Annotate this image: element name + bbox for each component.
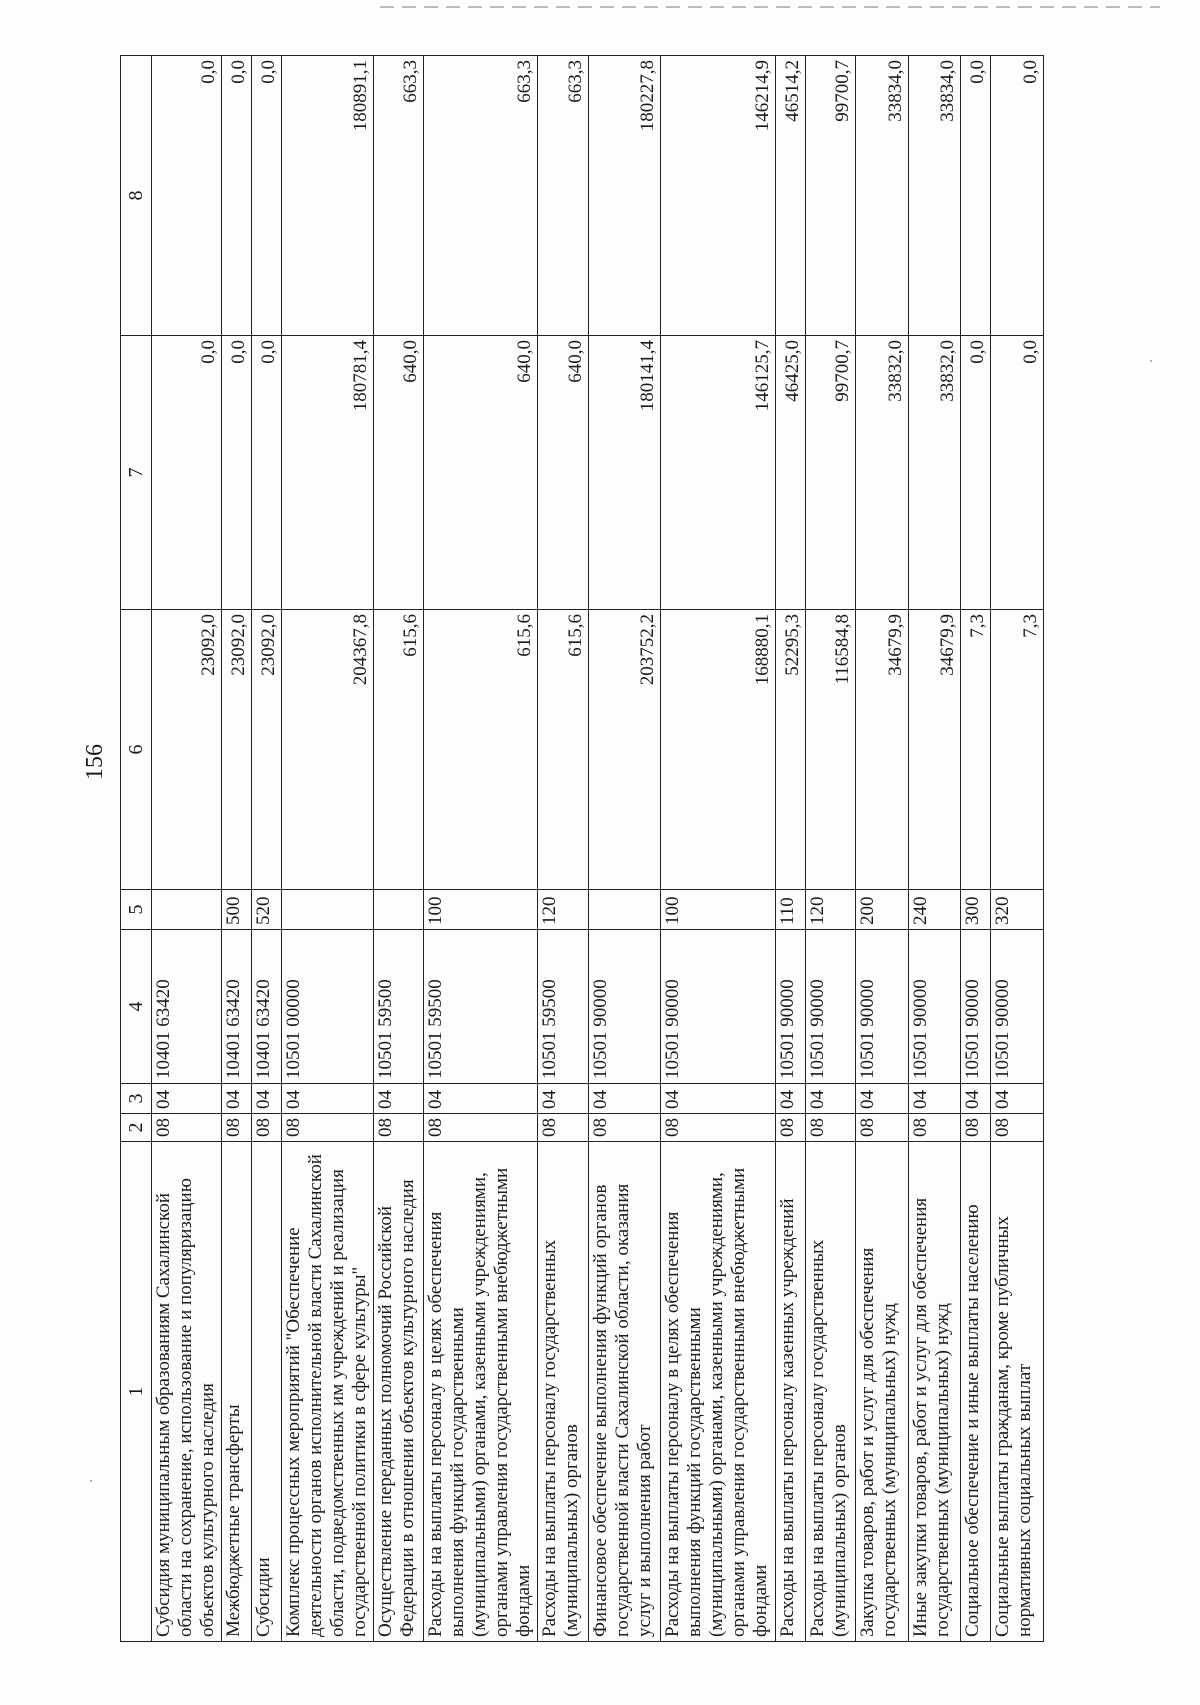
- expense-type-cell: 120: [805, 890, 855, 930]
- amount-year-3-cell: 180891,1: [282, 56, 374, 336]
- target-article-cell: 10501 59500: [373, 930, 423, 1084]
- section-code-cell: 08: [152, 1114, 222, 1142]
- target-article-cell: 10501 90000: [856, 930, 908, 1084]
- amount-year-3-cell: 0,0: [152, 56, 222, 336]
- amount-year-1-cell: 7,3: [991, 610, 1044, 890]
- section-code-cell: 08: [251, 1114, 281, 1142]
- column-header-section: 2: [121, 1114, 152, 1142]
- target-article-cell: 10401 63420: [221, 930, 251, 1084]
- amount-year-2-cell: 0,0: [221, 336, 251, 610]
- table-row: [805, 56, 855, 1642]
- table-row: [221, 56, 251, 1642]
- amount-year-1-cell: 615,6: [424, 610, 538, 890]
- budget-table: [120, 55, 1044, 1642]
- amount-year-1-cell: 168880,1: [661, 610, 775, 890]
- section-code-cell: 08: [373, 1114, 423, 1142]
- target-article-cell: 10501 90000: [991, 930, 1044, 1084]
- section-code-cell: 08: [961, 1114, 991, 1142]
- target-article-cell: 10401 63420: [152, 930, 222, 1084]
- section-code-cell: 08: [221, 1114, 251, 1142]
- scan-speck: [1150, 360, 1152, 362]
- table-row: [538, 56, 588, 1642]
- row-name-cell: Закупка товаров, работ и услуг для обеспечения государственных (муниципальных) нужд: [856, 1142, 908, 1642]
- amount-year-2-cell: 180781,4: [282, 336, 374, 610]
- table-row: [251, 56, 281, 1642]
- amount-year-2-cell: 640,0: [538, 336, 588, 610]
- row-name-cell: Социальные выплаты гражданам, кроме публичных нормативных социальных выплат: [991, 1142, 1044, 1642]
- table-row: [908, 56, 960, 1642]
- subsection-code-cell: 04: [282, 1084, 374, 1114]
- amount-year-3-cell: 663,3: [424, 56, 538, 336]
- amount-year-2-cell: 33832,0: [908, 336, 960, 610]
- amount-year-1-cell: 34679,9: [856, 610, 908, 890]
- row-name-cell: Субсидия муниципальным образованиям Сахалинской области на сохранение, использование и популяризацию объектов культурного наследия: [152, 1142, 222, 1642]
- target-article-cell: 10501 90000: [588, 930, 661, 1084]
- row-name-cell: Расходы на выплаты персоналу в целях обеспечения выполнения функций государственными (муниципальными) органами, казенными учреждениями, органами управления государственными внебюджетными фондами: [661, 1142, 775, 1642]
- section-code-cell: 08: [991, 1114, 1044, 1142]
- amount-year-1-cell: 23092,0: [152, 610, 222, 890]
- amount-year-1-cell: 203752,2: [588, 610, 661, 890]
- amount-year-2-cell: 99700,7: [805, 336, 855, 610]
- row-name-cell: Иные закупки товаров, работ и услуг для обеспечения государственных (муниципальных) нужд: [908, 1142, 960, 1642]
- table-row: [856, 56, 908, 1642]
- section-code-cell: 08: [775, 1114, 805, 1142]
- expense-type-cell: 500: [221, 890, 251, 930]
- target-article-cell: 10501 59500: [424, 930, 538, 1084]
- amount-year-3-cell: 33834,0: [856, 56, 908, 336]
- amount-year-1-cell: 34679,9: [908, 610, 960, 890]
- amount-year-3-cell: 33834,0: [908, 56, 960, 336]
- amount-year-1-cell: 204367,8: [282, 610, 374, 890]
- page-number: 156: [82, 744, 108, 780]
- expense-type-cell: [588, 890, 661, 930]
- expense-type-cell: 200: [856, 890, 908, 930]
- expense-type-cell: 110: [775, 890, 805, 930]
- column-header-year-1: 6: [121, 610, 152, 890]
- budget-table-container: [120, 56, 1044, 1642]
- subsection-code-cell: 04: [588, 1084, 661, 1114]
- target-article-cell: 10501 90000: [908, 930, 960, 1084]
- amount-year-2-cell: 46425,0: [775, 336, 805, 610]
- row-name-cell: Расходы на выплаты персоналу государственных (муниципальных) органов: [538, 1142, 588, 1642]
- subsection-code-cell: 04: [373, 1084, 423, 1114]
- section-code-cell: 08: [661, 1114, 775, 1142]
- subsection-code-cell: 04: [991, 1084, 1044, 1114]
- column-header-year-3: 8: [121, 56, 152, 336]
- amount-year-2-cell: 180141,4: [588, 336, 661, 610]
- section-code-cell: 08: [856, 1114, 908, 1142]
- amount-year-1-cell: 615,6: [538, 610, 588, 890]
- subsection-code-cell: 04: [424, 1084, 538, 1114]
- section-code-cell: 08: [908, 1114, 960, 1142]
- subsection-code-cell: 04: [152, 1084, 222, 1114]
- expense-type-cell: [373, 890, 423, 930]
- table-row: [991, 56, 1044, 1642]
- amount-year-3-cell: 663,3: [538, 56, 588, 336]
- subsection-code-cell: 04: [251, 1084, 281, 1114]
- row-name-cell: Расходы на выплаты персоналу казенных учреждений: [775, 1142, 805, 1642]
- table-row: [424, 56, 538, 1642]
- amount-year-3-cell: 0,0: [221, 56, 251, 336]
- table-row: [373, 56, 423, 1642]
- amount-year-2-cell: 640,0: [424, 336, 538, 610]
- expense-type-cell: 320: [991, 890, 1044, 930]
- expense-type-cell: 120: [538, 890, 588, 930]
- amount-year-3-cell: 0,0: [991, 56, 1044, 336]
- amount-year-1-cell: 615,6: [373, 610, 423, 890]
- column-header-subsection: 3: [121, 1084, 152, 1114]
- expense-type-cell: 240: [908, 890, 960, 930]
- row-name-cell: Расходы на выплаты персоналу государственных (муниципальных) органов: [805, 1142, 855, 1642]
- subsection-code-cell: 04: [805, 1084, 855, 1114]
- subsection-code-cell: 04: [908, 1084, 960, 1114]
- amount-year-2-cell: 0,0: [251, 336, 281, 610]
- subsection-code-cell: 04: [221, 1084, 251, 1114]
- expense-type-cell: 300: [961, 890, 991, 930]
- amount-year-3-cell: 146214,9: [661, 56, 775, 336]
- scan-speck: [90, 1480, 92, 1482]
- amount-year-2-cell: 0,0: [961, 336, 991, 610]
- table-body: [152, 56, 1044, 1642]
- table-row: [661, 56, 775, 1642]
- target-article-cell: 10501 90000: [961, 930, 991, 1084]
- row-name-cell: Осуществление переданных полномочий Российской Федерации в отношении объектов культурного наследия: [373, 1142, 423, 1642]
- amount-year-3-cell: 0,0: [961, 56, 991, 336]
- section-code-cell: 08: [538, 1114, 588, 1142]
- expense-type-cell: 100: [661, 890, 775, 930]
- section-code-cell: 08: [588, 1114, 661, 1142]
- column-header-expense-type: 5: [121, 890, 152, 930]
- subsection-code-cell: 04: [961, 1084, 991, 1114]
- amount-year-3-cell: 0,0: [251, 56, 281, 336]
- row-name-cell: Расходы на выплаты персоналу в целях обеспечения выполнения функций государственными (муниципальными) органами, казенными учреждениями, органами управления государственными внебюджетными фондами: [424, 1142, 538, 1642]
- amount-year-1-cell: 23092,0: [251, 610, 281, 890]
- expense-type-cell: 520: [251, 890, 281, 930]
- table-row: [775, 56, 805, 1642]
- subsection-code-cell: 04: [775, 1084, 805, 1114]
- table-row: [282, 56, 374, 1642]
- target-article-cell: 10501 59500: [538, 930, 588, 1084]
- column-header-year-2: 7: [121, 336, 152, 610]
- target-article-cell: 10501 00000: [282, 930, 374, 1084]
- target-article-cell: 10501 90000: [661, 930, 775, 1084]
- row-name-cell: Финансовое обеспечение выполнения функций органов государственной власти Сахалинской области, оказания услуг и выполнения работ: [588, 1142, 661, 1642]
- subsection-code-cell: 04: [538, 1084, 588, 1114]
- table-row: [152, 56, 222, 1642]
- scan-artifact-line: [380, 6, 1160, 8]
- amount-year-2-cell: 0,0: [152, 336, 222, 610]
- row-name-cell: Межбюджетные трансферты: [221, 1142, 251, 1642]
- section-code-cell: 08: [424, 1114, 538, 1142]
- row-name-cell: Социальное обеспечение и иные выплаты населению: [961, 1142, 991, 1642]
- header-row: [121, 56, 152, 1642]
- target-article-cell: 10401 63420: [251, 930, 281, 1084]
- row-name-cell: Субсидии: [251, 1142, 281, 1642]
- column-header-name: 1: [121, 1142, 152, 1642]
- amount-year-3-cell: 99700,7: [805, 56, 855, 336]
- expense-type-cell: [152, 890, 222, 930]
- section-code-cell: 08: [805, 1114, 855, 1142]
- amount-year-3-cell: 180227,8: [588, 56, 661, 336]
- section-code-cell: 08: [282, 1114, 374, 1142]
- amount-year-1-cell: 7,3: [961, 610, 991, 890]
- target-article-cell: 10501 90000: [775, 930, 805, 1084]
- amount-year-3-cell: 46514,2: [775, 56, 805, 336]
- amount-year-2-cell: 640,0: [373, 336, 423, 610]
- amount-year-3-cell: 663,3: [373, 56, 423, 336]
- amount-year-1-cell: 23092,0: [221, 610, 251, 890]
- amount-year-2-cell: 146125,7: [661, 336, 775, 610]
- target-article-cell: 10501 90000: [805, 930, 855, 1084]
- amount-year-2-cell: 0,0: [991, 336, 1044, 610]
- expense-type-cell: 100: [424, 890, 538, 930]
- amount-year-1-cell: 116584,8: [805, 610, 855, 890]
- column-header-target-code: 4: [121, 930, 152, 1084]
- subsection-code-cell: 04: [661, 1084, 775, 1114]
- table-row: [961, 56, 991, 1642]
- table-row: [588, 56, 661, 1642]
- row-name-cell: Комплекс процессных мероприятий "Обеспечение деятельности органов исполнительной власти Сахалинской области, подведомственных им учреждений и реализация государственной политики в сфере культуры": [282, 1142, 374, 1642]
- amount-year-1-cell: 52295,3: [775, 610, 805, 890]
- expense-type-cell: [282, 890, 374, 930]
- amount-year-2-cell: 33832,0: [856, 336, 908, 610]
- subsection-code-cell: 04: [856, 1084, 908, 1114]
